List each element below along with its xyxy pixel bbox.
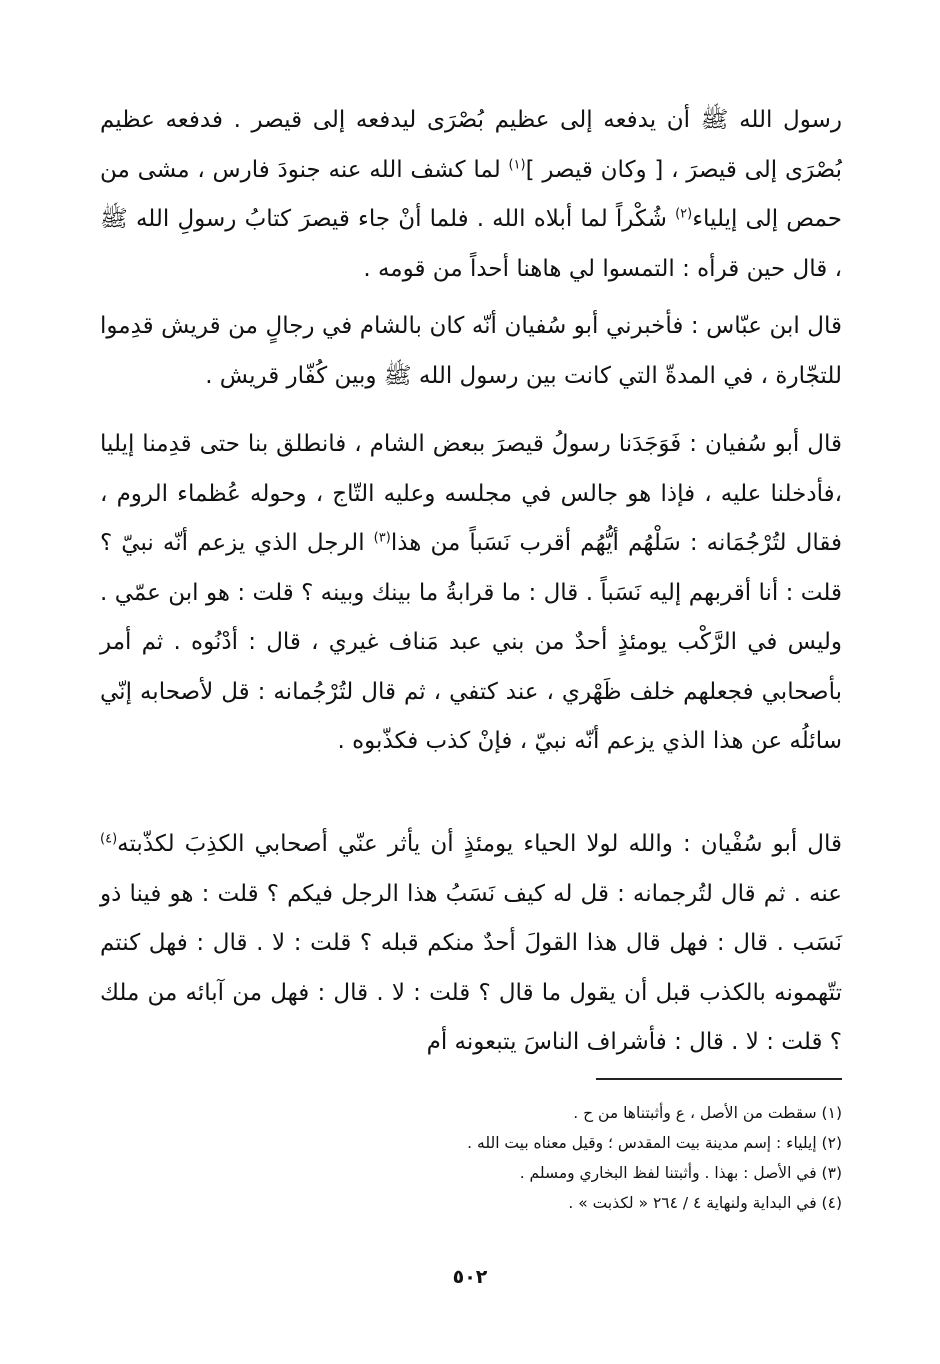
paragraph-3-text-a: قال أبو سُفيان : فَوَجَدَنا رسولُ قيصرَ ببعض الشام ، فانطلق بنا حتى قدِمنا إيليا ،فأدخلنا عليه ، فإذا هو جالس في مجلسه وعليه التّاج ، وحوله عُظماء الروم ، فقال لتُرْجُمَانه : سَلْهُم أيُّهُم أقرب نَسَباً من هذا [100, 431, 842, 556]
paragraph-3 [100, 420, 842, 767]
page-number: ٥٠٢ [452, 1266, 488, 1288]
footnotes [300, 1098, 842, 1218]
footnote-ref-1: (١) [508, 156, 526, 172]
footnote-ref-2: (٢) [675, 206, 693, 222]
footnote-ref-4: (٤) [100, 831, 118, 847]
paragraph-1-text-a: رسول الله ﷺ أن يدفعه إلى عظيم بُصْرَى ليدفعه إلى قيصر . فدفعه عظيم بُصْرَى إلى قيصرَ ، [ وكان قيصر ] [100, 107, 842, 183]
footnote-2: (٢) إيلياء : إسم مدينة بيت المقدس ؛ وقيل معناه بيت الله . [467, 1134, 842, 1152]
footnote-1: (١) سقطت من الأصل ، ع وأثبتناها من ح . [573, 1104, 842, 1122]
paragraph-4-text-a: قال أبو سُفْيان : والله لولا الحياء يومئذٍ أن يأثر عنّي أصحابي الكذِبَ لكذّبته [117, 831, 842, 857]
paragraph-2 [100, 302, 842, 401]
paragraph-1 [100, 96, 842, 294]
paragraph-2-text: قال ابن عبّاس : فأخبرني أبو سُفيان أنّه كان بالشام في رجالٍ من قريش قدِموا للتجّارة ، في المدةّ التي كانت بين رسول الله ﷺ وبين كُفّار قريش . [100, 313, 842, 389]
paragraph-4 [100, 820, 842, 1068]
paragraph-1-text-b: لما كشف الله عنه جنودَ فارس ، مشى من حمص إلى إيلياء [100, 156, 842, 232]
paragraph-3-text-b: الرجل الذي يزعم أنّه نبيّ ؟ قلت : أنا أقربهم إليه نَسَباً . قال : ما قرابةُ ما بينك وبينه ؟ قلت : هو ابن عمّي . وليس في الرَّكْب يومئذٍ أحدٌ من بني عبد مَناف غيري ، قال : أدْنُوه . ثم أمر بأصحابي فجعلهم خلف ظَهْري ، عند كتفي ، ثم قال لتُرْجُمانه : قل لأصحابه إنّي سائلُه عن هذا الذي يزعم أنّه نبيّ ، فإنْ كذب فكذّبوه . [100, 530, 842, 754]
paragraph-1-text-c: شُكْراً لما أبلاه الله . فلما أنْ جاء قيصرَ كتابُ رسولِ الله ﷺ ، قال حين قرأه : التمسوا لي هاهنا أحداً من قومه . [100, 206, 842, 282]
footnote-3: (٣) في الأصل : بهذا . وأثبتنا لفظ البخاري ومسلم . [519, 1164, 842, 1182]
paragraph-4-text-b: عنه . ثم قال لتُرجمانه : قل له كيف نَسَبُ هذا الرجل فيكم ؟ قلت : هو فينا ذو نَسَب . قال : فهل قال هذا القولَ أحدٌ منكم قبله ؟ قلت : لا . قال : فهل كنتم تتّهمونه بالكذب قبل أن يقول ما قال ؟ قلت : لا . قال : فهل من آبائه من ملك ؟ قلت : لا . قال : فأشراف الناسَ يتبعونه أم [100, 880, 842, 1055]
footnote-divider [596, 1078, 842, 1080]
footnote-4: (٤) في البداية ولنهاية ٤ / ٢٦٤ « لكذبت » . [568, 1194, 842, 1212]
footnote-ref-3: (٣) [373, 530, 391, 546]
